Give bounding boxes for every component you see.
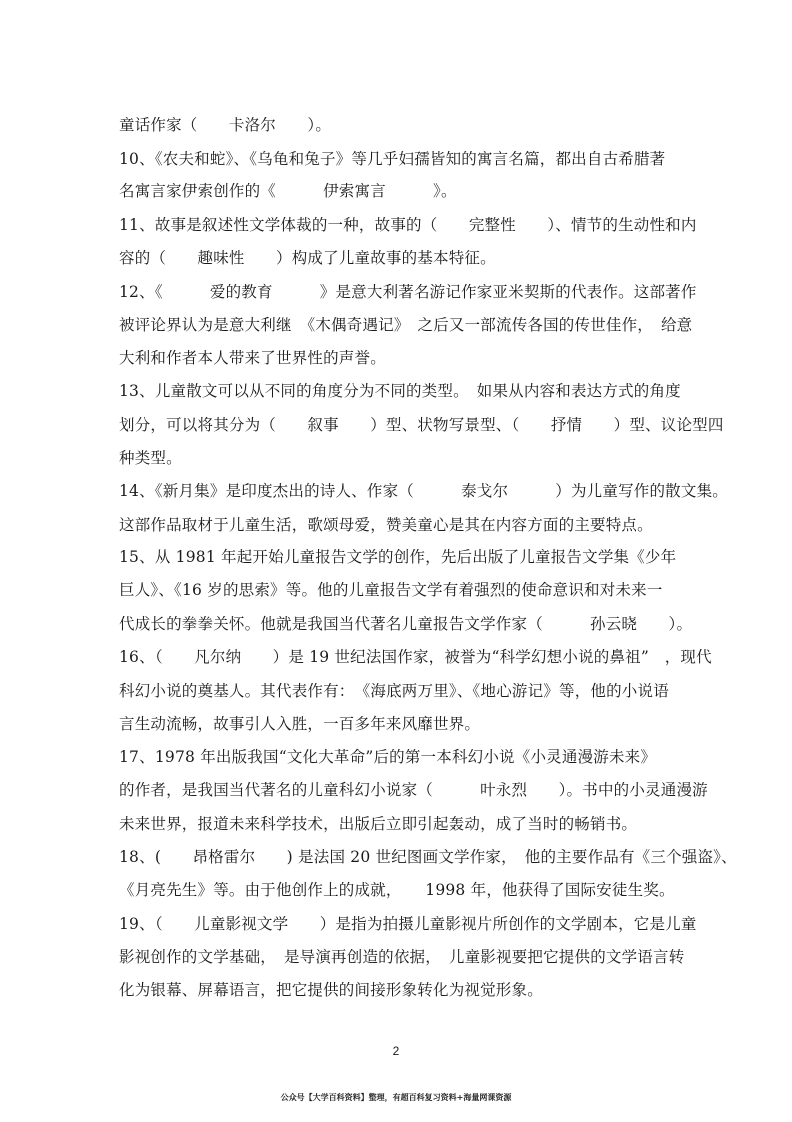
text-line: 言生动流畅，故事引人入胜，一百多年来风靡世界。	[119, 715, 481, 733]
text-line: 这部作品取材于儿童生活，歌颂母爱，赞美童心是其在内容方面的主要特点。	[119, 516, 653, 534]
text-line: 巨人》、《16 岁的思索》等。他的儿童报告文学有着强烈的使命意识和对未来一	[119, 581, 663, 599]
text-line: 未来世界，报道未来科学技术，出版后立即引起轰动，成了当时的畅销书。	[119, 815, 638, 833]
text-line: 代成长的拳拳关怀。他就是我国当代著名儿童报告文学作家（ 孙云晓 ）。	[119, 615, 693, 633]
text-line: 11、故事是叙述性文学体裁的一种，故事的（ 完整性 ）、情节的生动性和内	[119, 216, 697, 234]
text-line: 10、《农夫和蛇》、《乌龟和兔子》等几乎妇孺皆知的寓言名篇，都出自古希腊著	[119, 150, 666, 168]
text-line: 17、1978 年出版我国“文化大革命”后的第一本科幻小说《小灵通漫游未来》	[119, 748, 657, 766]
text-line: 16、（ 凡尔纳 ）是 19 世纪法国作家，被誉为“科学幻想小说的鼻祖” ，现代	[119, 648, 712, 666]
text-line: 14、《新月集》是印度杰出的诗人、作家（ 泰戈尔 ）为儿童写作的散文集。	[119, 482, 728, 500]
text-line: 童话作家（ 卡洛尔 ）。	[119, 116, 332, 134]
text-line: 13、儿童散文可以从不同的角度分为不同的类型。 如果从内容和表达方式的角度	[119, 382, 681, 400]
text-line: 15、从 1981 年起开始儿童报告文学的创作，先后出版了儿童报告文学集《少年	[119, 548, 677, 566]
text-line: 被评论界认为是意大利继 《木偶奇遇记》 之后又一部流传各国的传世佳作， 给意	[119, 316, 693, 334]
text-line: 大利和作者本人带来了世界性的声誉。	[119, 349, 386, 367]
text-line: 18、( 昂格雷尔 ) 是法国 20 世纪图画文学作家， 他的主要作品有《三个强盗》、	[119, 848, 737, 866]
text-line: 划分，可以将其分为（ 叙事 ）型、状物写景型、（ 抒情 ）型、议论型四	[119, 416, 724, 434]
text-line: 名寓言家伊索创作的《 伊索寓言 》。	[119, 182, 457, 200]
page-number: 2	[392, 1044, 400, 1058]
text-line: 影视创作的文学基础， 是导演再创造的依据， 儿童影视要把它提供的文学语言转	[119, 948, 685, 966]
text-line: 19、（ 儿童影视文学 ）是指为拍摄儿童影视片所创作的文学剧本，它是儿童	[119, 915, 697, 933]
text-line: 《月亮先生》等。由于他创作上的成就， 1998 年，他获得了国际安徒生奖。	[119, 881, 675, 899]
text-line: 科幻小说的奠基人。其代表作有： 《海底两万里》、《地心游记》等，他的小说语	[119, 682, 669, 700]
text-line: 化为银幕、屏幕语言，把它提供的间接形象转化为视觉形象。	[119, 981, 543, 999]
text-line: 容的（ 趣味性 ）构成了儿童故事的基本特征。	[119, 249, 496, 267]
text-line: 种类型。	[119, 449, 182, 467]
text-line: 12、《 爱的教育 》是意大利著名游记作家亚米契斯的代表作。这部著作	[119, 283, 697, 301]
text-line: 的作者，是我国当代著名的儿童科幻小说家（ 叶永烈 ）。书中的小灵通漫游	[119, 781, 708, 799]
footer-note: 公众号【大学百科资料】整理，有超百科复习资料+海量网课资源	[280, 1093, 512, 1102]
